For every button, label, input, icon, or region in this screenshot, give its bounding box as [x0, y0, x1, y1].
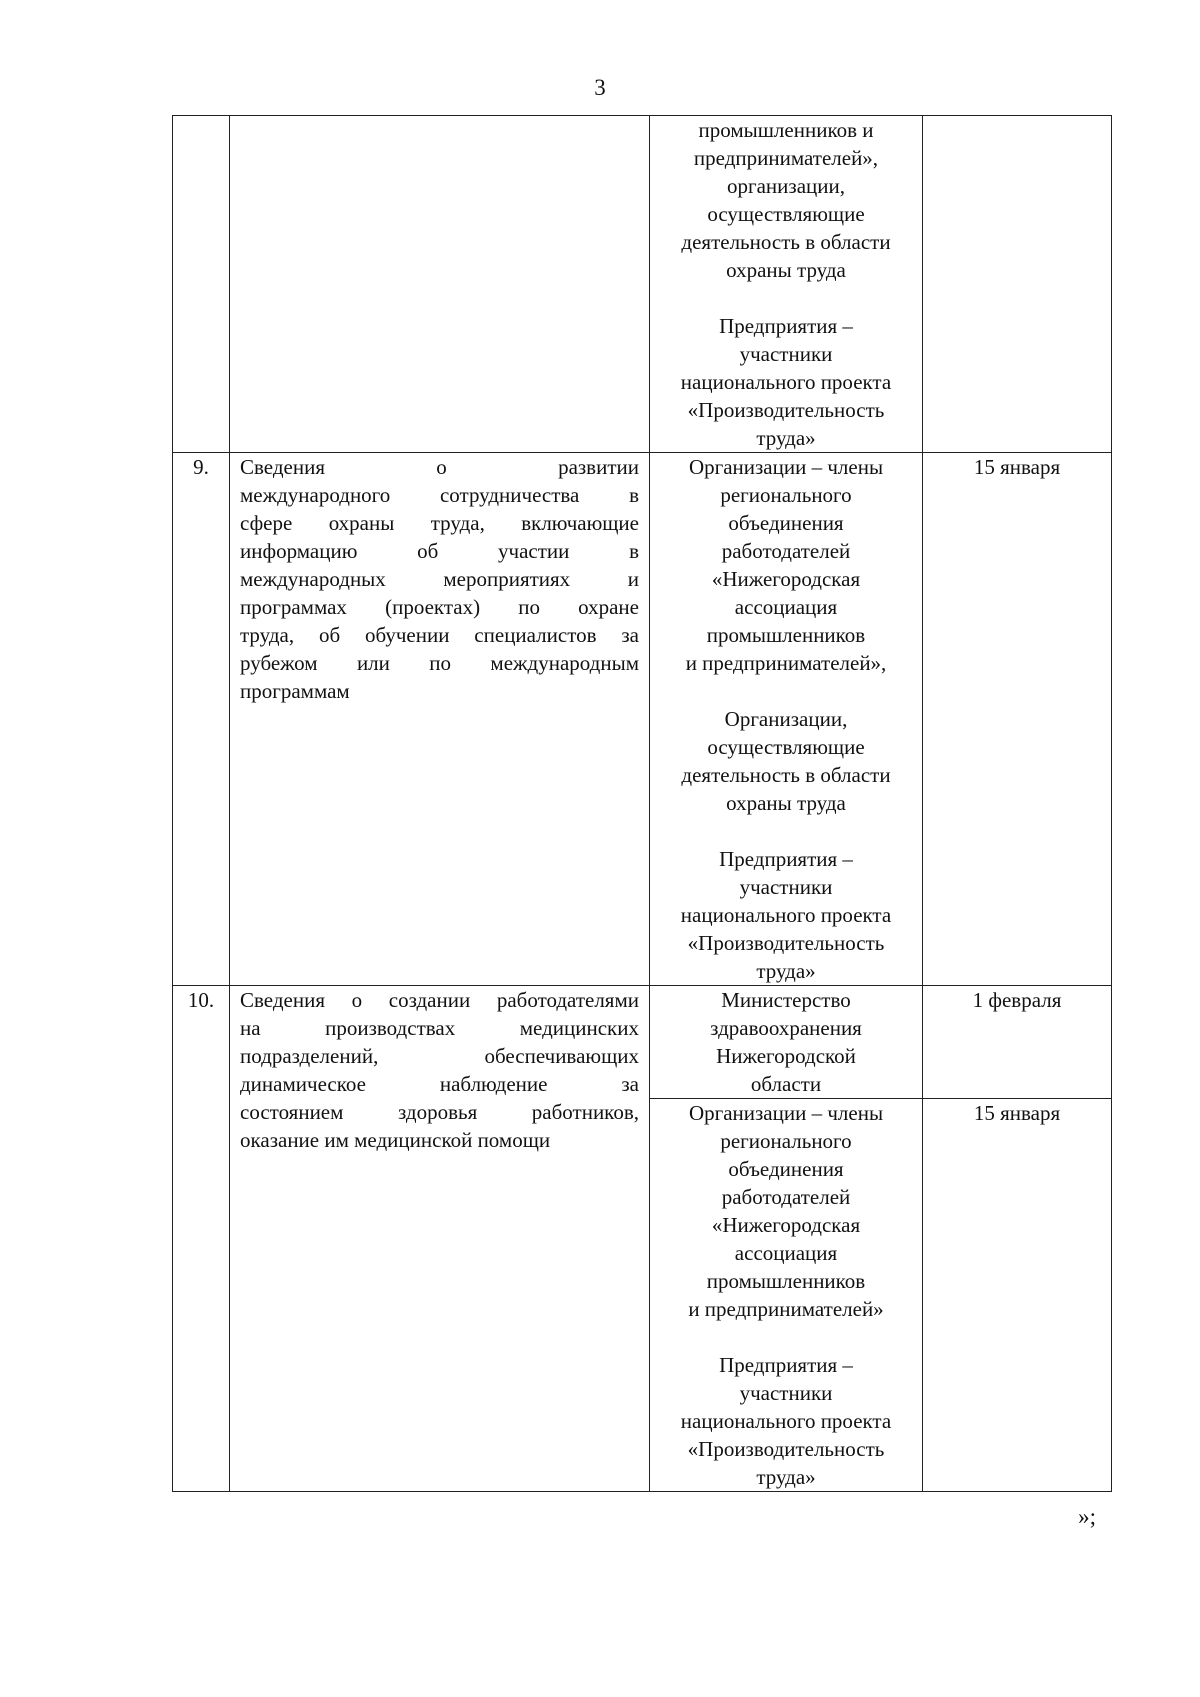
responsible-line: охраны труда: [726, 791, 846, 815]
responsible-line: Предприятия –: [719, 314, 853, 338]
row-description: [230, 453, 650, 986]
responsible-line: Предприятия –: [719, 1353, 853, 1377]
responsible-line: ассоциация: [734, 1241, 838, 1265]
responsible-line: осуществляющие: [707, 202, 865, 226]
responsible-parties: [650, 116, 923, 453]
table-row: [173, 986, 1112, 1099]
row-number: 9.: [173, 453, 230, 986]
row-number: [173, 116, 230, 453]
paragraph-gap: [660, 677, 912, 705]
description-line: международных мероприятиях и: [240, 567, 639, 591]
responsible-parties: [650, 453, 923, 986]
reporting-table: [172, 115, 1112, 1492]
responsible-line: Организации – члены: [688, 455, 884, 479]
description-line: Сведения о создании работодателями: [240, 988, 639, 1012]
responsible-line: национального проекта: [680, 370, 892, 394]
responsible-line: участники: [739, 342, 833, 366]
description-line: оказание им медицинской помощи: [240, 1128, 551, 1152]
responsible-line: «Производительность: [687, 398, 885, 422]
paragraph-gap: [660, 817, 912, 845]
responsible-line: работодателей: [721, 539, 851, 563]
responsible-line: Предприятия –: [719, 847, 853, 871]
deadline-date: 1 февраля: [923, 986, 1112, 1099]
responsible-parties: [650, 986, 923, 1099]
responsible-line: Нижегородской: [716, 1044, 856, 1068]
responsible-line: организации,: [727, 174, 845, 198]
responsible-line: осуществляющие: [707, 735, 865, 759]
responsible-line: Министерство: [721, 988, 851, 1012]
description-line: Сведения о развитии: [240, 455, 639, 479]
responsible-line: «Производительность: [687, 1437, 885, 1461]
responsible-line: национального проекта: [680, 903, 892, 927]
responsible-line: регионального: [720, 1129, 852, 1153]
deadline-date: [923, 116, 1112, 453]
responsible-line: «Нижегородская: [711, 567, 861, 591]
description-line: международного сотрудничества в: [240, 483, 639, 507]
responsible-line: труда»: [756, 426, 816, 450]
table-row: [173, 453, 1112, 986]
description-line: информацию об участии в: [240, 539, 639, 563]
row-description: [230, 986, 650, 1492]
responsible-line: промышленников: [706, 623, 866, 647]
responsible-line: ассоциация: [734, 595, 838, 619]
responsible-line: Организации,: [724, 707, 848, 731]
paragraph-gap: [660, 284, 912, 312]
paragraph-gap: [660, 1323, 912, 1351]
deadline-date: 15 января: [923, 1099, 1112, 1492]
row-description: [230, 116, 650, 453]
responsible-line: предпринимателей»,: [693, 146, 879, 170]
description-line: сфере охраны труда, включающие: [240, 511, 639, 535]
responsible-line: и предпринимателей»: [688, 1297, 884, 1321]
responsible-line: национального проекта: [680, 1409, 892, 1433]
description-line: программах (проектах) по охране: [240, 595, 639, 619]
responsible-line: промышленников и: [698, 118, 874, 142]
responsible-line: труда»: [756, 959, 816, 983]
responsible-line: участники: [739, 1381, 833, 1405]
description-line: на производствах медицинских: [240, 1016, 639, 1040]
responsible-line: труда»: [756, 1465, 816, 1489]
responsible-line: регионального: [720, 483, 852, 507]
closing-mark: »;: [1078, 1504, 1096, 1529]
responsible-line: «Нижегородская: [711, 1213, 861, 1237]
responsible-line: деятельность в области: [681, 763, 891, 787]
responsible-line: объединения: [728, 1157, 844, 1181]
deadline-date: 15 января: [923, 453, 1112, 986]
responsible-line: здравоохранения: [710, 1016, 862, 1040]
responsible-line: деятельность в области: [681, 230, 891, 254]
description-line: рубежом или по международным: [240, 651, 639, 675]
responsible-line: работодателей: [721, 1185, 851, 1209]
responsible-line: области: [750, 1072, 822, 1096]
responsible-line: Организации – члены: [688, 1101, 884, 1125]
responsible-line: «Производительность: [687, 931, 885, 955]
description-line: динамическое наблюдение за: [240, 1072, 639, 1096]
description-line: состоянием здоровья работников,: [240, 1100, 639, 1124]
description-line: программам: [240, 679, 350, 703]
responsible-line: и предпринимателей»,: [685, 651, 887, 675]
table-row: [173, 116, 1112, 453]
page-number: 3: [594, 75, 606, 100]
row-number: 10.: [173, 986, 230, 1492]
responsible-line: промышленников: [706, 1269, 866, 1293]
description-line: подразделений, обеспечивающих: [240, 1044, 639, 1068]
responsible-parties: [650, 1099, 923, 1492]
description-line: труда, об обучении специалистов за: [240, 623, 639, 647]
responsible-line: охраны труда: [726, 258, 846, 282]
responsible-line: объединения: [728, 511, 844, 535]
responsible-line: участники: [739, 875, 833, 899]
